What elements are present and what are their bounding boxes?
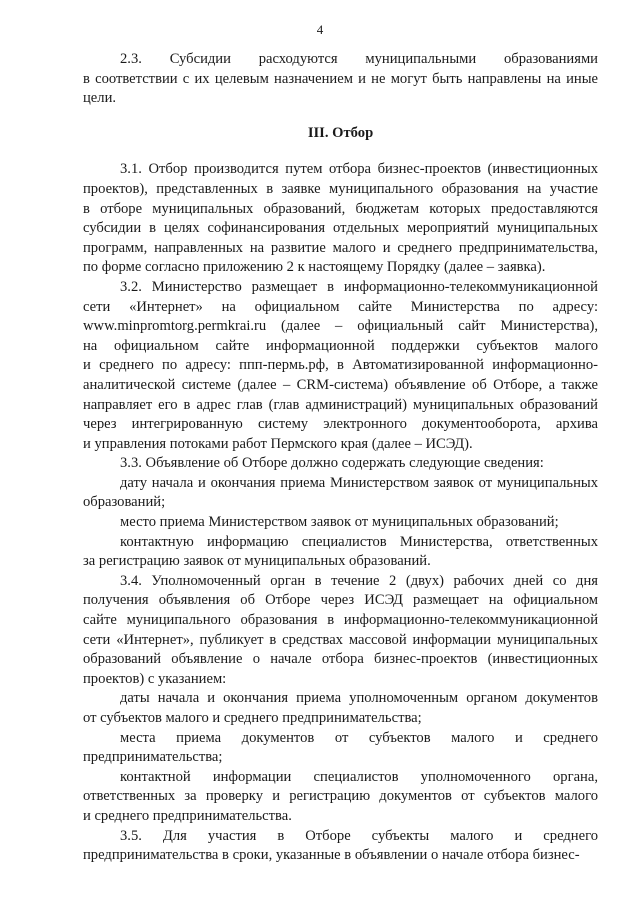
text-line: сети «Интернет», публикует в средствах массовой информации муниципальных [83, 631, 598, 648]
text-line: проектов), представленных в заявке муниципального образования на участие [83, 180, 598, 197]
text-line: места приема документов от субъектов малого и среднего [120, 729, 598, 746]
text-line: 3.5. Для участия в Отборе субъекты малого и среднего [120, 827, 598, 844]
text-line: ответственных за проверку и регистрацию документов от субъектов малого [83, 788, 598, 805]
paragraph [83, 827, 598, 866]
paragraph [83, 533, 598, 572]
text-line: программ, направленных на развитие малого и среднего предпринимательства, [83, 239, 598, 256]
text-line: контактную информацию специалистов Министерства, ответственных [120, 533, 598, 550]
text-line: направляет его в адрес глав (глав администраций) муниципальных образований [83, 396, 598, 413]
document-body [83, 50, 598, 866]
text-line: 3.3. Объявление об Отборе должно содержать следующие сведения: [120, 455, 544, 472]
text-line: по форме согласно приложению 2 к настоящему Порядку (далее – заявка). [83, 259, 546, 276]
paragraph [83, 572, 598, 690]
text-line: www.minpromtorg.permkrai.ru (далее – официальный сайт Министерства), [83, 318, 598, 335]
text-line: место приема Министерством заявок от муниципальных образований; [120, 514, 559, 531]
text-line: получения объявления об Отборе через ИСЭД размещает на официальном [83, 592, 598, 609]
paragraph [83, 474, 598, 513]
text-line: даты начала и окончания приема уполномоченным органом документов [120, 690, 598, 707]
text-line: образований объявление о начале отбора бизнес-проектов (инвестиционных [83, 651, 598, 668]
paragraph [83, 768, 598, 827]
text-line: сайте муниципального образования в информационно-телекоммуникационной [83, 612, 598, 629]
text-line: на официальном сайте информационной поддержки субъектов малого [83, 337, 598, 354]
paragraph [83, 729, 598, 768]
text-line: 2.3. Субсидии расходуются муниципальными образованиями [120, 51, 598, 67]
paragraph [83, 160, 598, 278]
paragraph [83, 278, 598, 454]
text-line: дату начала и окончания приема Министерством заявок от муниципальных [120, 474, 598, 491]
text-line: субсидии в целях софинансирования отдельных мероприятий муниципальных [83, 220, 598, 237]
paragraph [83, 689, 598, 728]
text-line: 3.4. Уполномоченный орган в течение 2 (двух) рабочих дней со дня [120, 572, 598, 589]
text-line: 3.2. Министерство размещает в информационно-телекоммуникационной [120, 278, 598, 295]
text-line: образований; [83, 494, 166, 511]
paragraph [83, 513, 598, 533]
text-line: и среднего по адресу: ппп-пермь.рф, в Автоматизированной информационно- [83, 357, 598, 374]
text-line: предпринимательства; [83, 749, 223, 766]
text-line: цели. [83, 90, 117, 107]
text-line: за регистрацию заявок от муниципальных образований. [83, 553, 431, 570]
text-line: 3.1. Отбор производится путем отбора бизнес-проектов (инвестиционных [120, 161, 598, 178]
text-line: предпринимательства в сроки, указанные в объявлении о начале отбора бизнес- [83, 847, 580, 864]
text-line: сети «Интернет» на официальном сайте Министерства по адресу: [83, 298, 598, 315]
page-number: 4 [316, 22, 324, 37]
text-line: и управления потоками работ Пермского края (далее – ИСЭД). [83, 435, 473, 452]
text-line: контактной информации специалистов уполномоченного органа, [120, 768, 598, 785]
text-line: через интегрированную систему электронного документооборота, архива [83, 416, 598, 433]
text-line: в соответствии с их целевым назначением и не могут быть направлены на иные [83, 70, 598, 87]
paragraph [83, 50, 598, 109]
paragraph [83, 454, 598, 474]
text-line: проектов) с указанием: [83, 670, 227, 687]
text-line: в отборе муниципальных образований, бюджетам которых предоставляются [83, 200, 598, 217]
text-line: аналитической системе (далее – CRM-система) объявление об Отборе, а также [83, 376, 598, 393]
text-line: от субъектов малого и среднего предпринимательства; [83, 710, 422, 726]
section-heading: III. Отбор [307, 124, 374, 141]
text-line: и среднего предпринимательства. [83, 807, 292, 824]
